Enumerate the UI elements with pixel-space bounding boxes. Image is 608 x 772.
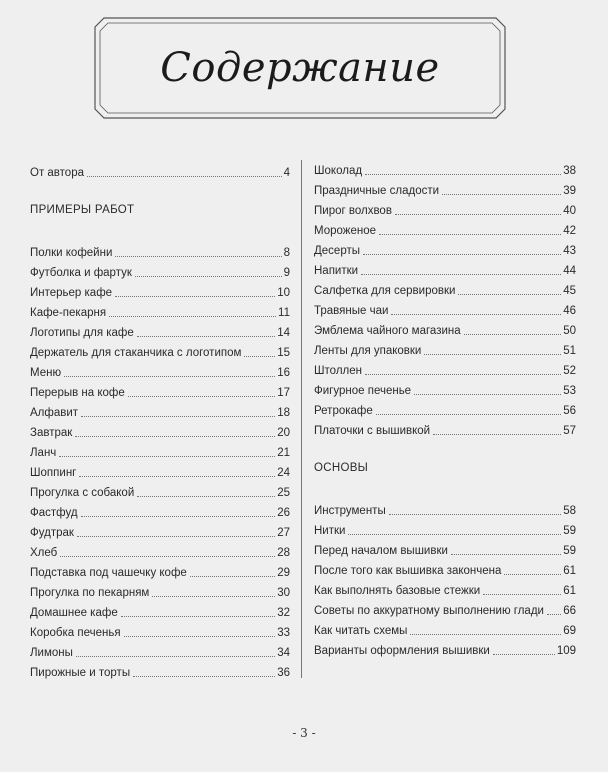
leader-dots [464, 334, 562, 335]
toc-entry-title: Шоппинг [30, 467, 77, 479]
leader-dots [458, 294, 561, 295]
toc-entry[interactable] [314, 640, 576, 658]
toc-entry-title: Как читать схемы [314, 625, 408, 637]
toc-entry-page: 39 [563, 185, 576, 197]
toc-entry-page: 18 [277, 407, 290, 419]
toc-entry[interactable] [314, 620, 576, 638]
leader-dots [363, 254, 561, 255]
toc-entry-page: 27 [277, 527, 290, 539]
toc-entry-page: 34 [277, 647, 290, 659]
toc-entry-title: Полки кофейни [30, 247, 113, 259]
toc-entry[interactable] [30, 322, 290, 340]
toc-entry[interactable] [30, 622, 290, 640]
toc-entry[interactable] [30, 282, 290, 300]
toc-entry[interactable] [30, 362, 290, 380]
toc-entry-title: Эмблема чайного магазина [314, 325, 461, 337]
toc-entry-page: 21 [277, 447, 290, 459]
toc-entry[interactable] [314, 380, 576, 398]
toc-entry-page: 42 [563, 225, 576, 237]
toc-entry-page: 44 [563, 265, 576, 277]
toc-entry-page: 29 [277, 567, 290, 579]
leader-dots [124, 636, 276, 637]
toc-entry-page: 40 [563, 205, 576, 217]
toc-entry-page: 10 [277, 287, 290, 299]
toc-entry[interactable] [314, 160, 576, 178]
toc-entry-title: Нитки [314, 525, 346, 537]
toc-entry-title: Платочки с вышивкой [314, 425, 431, 437]
toc-entry[interactable] [314, 580, 576, 598]
toc-entry-page: 17 [277, 387, 290, 399]
leader-dots [395, 214, 561, 215]
toc-entry[interactable] [30, 662, 290, 680]
toc-entry[interactable] [30, 422, 290, 440]
toc-entry-page: 66 [563, 605, 576, 617]
leader-dots [483, 594, 561, 595]
toc-entry-page: 28 [277, 547, 290, 559]
toc-entry-title: От автора [30, 167, 84, 179]
section-heading-basics: ОСНОВЫ [314, 462, 369, 474]
toc-entry-title: Пирожные и торты [30, 667, 131, 679]
toc-entry[interactable] [30, 382, 290, 400]
toc-entry-page: 33 [277, 627, 290, 639]
toc-entry-page: 61 [563, 565, 576, 577]
toc-entry[interactable] [314, 600, 576, 618]
leader-dots [379, 234, 561, 235]
leader-dots [115, 296, 275, 297]
leader-dots [60, 556, 275, 557]
leader-dots [442, 194, 561, 195]
leader-dots [365, 374, 561, 375]
toc-entry-title: Футболка и фартук [30, 267, 132, 279]
leader-dots [361, 274, 561, 275]
section-heading-examples: ПРИМЕРЫ РАБОТ [30, 204, 135, 216]
toc-entry[interactable] [314, 360, 576, 378]
toc-entry[interactable] [314, 300, 576, 318]
toc-entry[interactable] [30, 522, 290, 540]
toc-entry-page: 45 [563, 285, 576, 297]
toc-entry-page: 14 [277, 327, 290, 339]
toc-entry-title: Интерьер кафе [30, 287, 113, 299]
toc-entry-title: Шоколад [314, 165, 363, 177]
leader-dots [77, 536, 275, 537]
leader-dots [410, 634, 561, 635]
leader-dots [451, 554, 561, 555]
leader-dots [414, 394, 561, 395]
toc-entry-page: 69 [563, 625, 576, 637]
toc-entry[interactable] [30, 562, 290, 580]
toc-entry[interactable] [314, 260, 576, 278]
toc-entry[interactable] [30, 582, 290, 600]
column-divider [301, 160, 302, 678]
toc-entry-title: Ленты для упаковки [314, 345, 422, 357]
leader-dots [424, 354, 561, 355]
toc-entry-title: Перерыв на кофе [30, 387, 125, 399]
toc-entry-page: 52 [563, 365, 576, 377]
leader-dots [433, 434, 561, 435]
toc-entry[interactable] [30, 482, 290, 500]
toc-entry[interactable] [30, 502, 290, 520]
toc-entry-page: 51 [563, 345, 576, 357]
leader-dots [348, 534, 561, 535]
toc-entry-title: Инструменты [314, 505, 386, 517]
toc-entry-title: Домашнее кафе [30, 607, 118, 619]
toc-entry-title: Коробка печенья [30, 627, 121, 639]
toc-entry[interactable] [30, 642, 290, 660]
toc-entry-page: 32 [277, 607, 290, 619]
toc-entry[interactable] [314, 200, 576, 218]
toc-entry-page: 46 [563, 305, 576, 317]
toc-entry-title: Пирог волхвов [314, 205, 392, 217]
toc-entry-intro[interactable] [30, 162, 290, 180]
toc-entry[interactable] [30, 602, 290, 620]
toc-entry-title: Напитки [314, 265, 359, 277]
toc-entry-page: 9 [283, 267, 290, 279]
leader-dots [389, 514, 561, 515]
leader-dots [504, 574, 561, 575]
toc-entry[interactable] [314, 340, 576, 358]
toc-entry-title: Логотипы для кафе [30, 327, 134, 339]
toc-entry-page: 59 [563, 525, 576, 537]
leader-dots [76, 656, 275, 657]
toc-entry-title: Подставка под чашечку кофе [30, 567, 187, 579]
leader-dots [75, 436, 275, 437]
toc-entry-page: 20 [277, 427, 290, 439]
toc-entry[interactable] [314, 420, 576, 438]
leader-dots [64, 376, 275, 377]
toc-entry-page: 16 [277, 367, 290, 379]
toc-entry-title: Ретрокафе [314, 405, 373, 417]
leader-dots [547, 614, 561, 615]
toc-entry-page: 53 [563, 385, 576, 397]
leader-dots [128, 396, 275, 397]
toc-entry[interactable] [30, 242, 290, 260]
toc-entry[interactable] [314, 540, 576, 558]
toc-entry-title: Меню [30, 367, 62, 379]
leader-dots [79, 476, 275, 477]
toc-entry-title: Фудтрак [30, 527, 74, 539]
toc-entry-page: 38 [563, 165, 576, 177]
leader-dots [81, 416, 275, 417]
toc-entry-title: Ланч [30, 447, 57, 459]
leader-dots [87, 176, 282, 177]
leader-dots [137, 336, 275, 337]
leader-dots [365, 174, 561, 175]
leader-dots [135, 276, 282, 277]
toc-entry-title: Штоллен [314, 365, 362, 377]
leader-dots [493, 654, 555, 655]
toc-entry-title: После того как вышивка закончена [314, 565, 502, 577]
toc-entry[interactable] [314, 500, 576, 518]
toc-entry-title: Хлеб [30, 547, 58, 559]
toc-entry[interactable] [314, 520, 576, 538]
toc-entry[interactable] [30, 262, 290, 280]
leader-dots [391, 314, 561, 315]
toc-entry-title: Травяные чаи [314, 305, 389, 317]
toc-entry-title: Держатель для стаканчика с логотипом [30, 347, 242, 359]
toc-entry-title: Лимоны [30, 647, 73, 659]
toc-entry-page: 24 [277, 467, 290, 479]
toc-entry-page: 36 [277, 667, 290, 679]
leader-dots [376, 414, 561, 415]
toc-entry[interactable] [30, 542, 290, 560]
page-title: Содержание [160, 45, 440, 91]
toc-entry-page: 30 [277, 587, 290, 599]
toc-entry-page: 58 [563, 505, 576, 517]
toc-entry-page: 109 [556, 645, 576, 657]
toc-entry-title: Как выполнять базовые стежки [314, 585, 481, 597]
toc-entry[interactable] [314, 560, 576, 578]
leader-dots [152, 596, 275, 597]
toc-entry-page: 56 [563, 405, 576, 417]
toc-entry-page: 8 [283, 247, 290, 259]
title-frame [94, 17, 506, 119]
toc-entry[interactable] [314, 240, 576, 258]
toc-entry-page: 57 [563, 425, 576, 437]
leader-dots [121, 616, 275, 617]
toc-entry-page: 11 [278, 307, 290, 319]
toc-entry[interactable] [314, 320, 576, 338]
toc-entry-page: 43 [563, 245, 576, 257]
toc-entry-title: Мороженое [314, 225, 376, 237]
toc-entry[interactable] [30, 442, 290, 460]
toc-entry[interactable] [314, 220, 576, 238]
toc-entry-title: Фигурное печенье [314, 385, 412, 397]
leader-dots [137, 496, 275, 497]
leader-dots [190, 576, 275, 577]
toc-entry-title: Кафе-пекарня [30, 307, 107, 319]
toc-entry-title: Варианты оформления вышивки [314, 645, 490, 657]
leader-dots [81, 516, 276, 517]
toc-entry-title: Советы по аккуратному выполнению глади [314, 605, 544, 617]
toc-entry[interactable] [314, 400, 576, 418]
toc-entry-title: Десерты [314, 245, 361, 257]
toc-entry-title: Алфавит [30, 407, 79, 419]
toc-entry-title: Перед началом вышивки [314, 545, 448, 557]
leader-dots [109, 316, 276, 317]
toc-entry-page: 4 [283, 167, 290, 179]
toc-entry[interactable] [30, 462, 290, 480]
toc-entry-title: Праздничные сладости [314, 185, 440, 197]
leader-dots [59, 456, 275, 457]
toc-entry-page: 61 [563, 585, 576, 597]
toc-entry-page: 59 [563, 545, 576, 557]
toc-entry[interactable] [30, 302, 290, 320]
toc-entry-title: Прогулка с собакой [30, 487, 135, 499]
toc-entry-page: 25 [277, 487, 290, 499]
toc-entry-title: Фастфуд [30, 507, 78, 519]
leader-dots [244, 356, 275, 357]
page-number: - 3 - [292, 726, 316, 740]
leader-dots [115, 256, 281, 257]
toc-entry-page: 15 [277, 347, 290, 359]
toc-entry-title: Завтрак [30, 427, 73, 439]
toc-entry-title: Прогулка по пекарням [30, 587, 150, 599]
toc-entry[interactable] [314, 280, 576, 298]
toc-entry-page: 50 [563, 325, 576, 337]
toc-entry-title: Салфетка для сервировки [314, 285, 456, 297]
toc-entry[interactable] [30, 402, 290, 420]
leader-dots [133, 676, 275, 677]
toc-entry[interactable] [30, 342, 290, 360]
toc-entry[interactable] [314, 180, 576, 198]
toc-entry-page: 26 [277, 507, 290, 519]
